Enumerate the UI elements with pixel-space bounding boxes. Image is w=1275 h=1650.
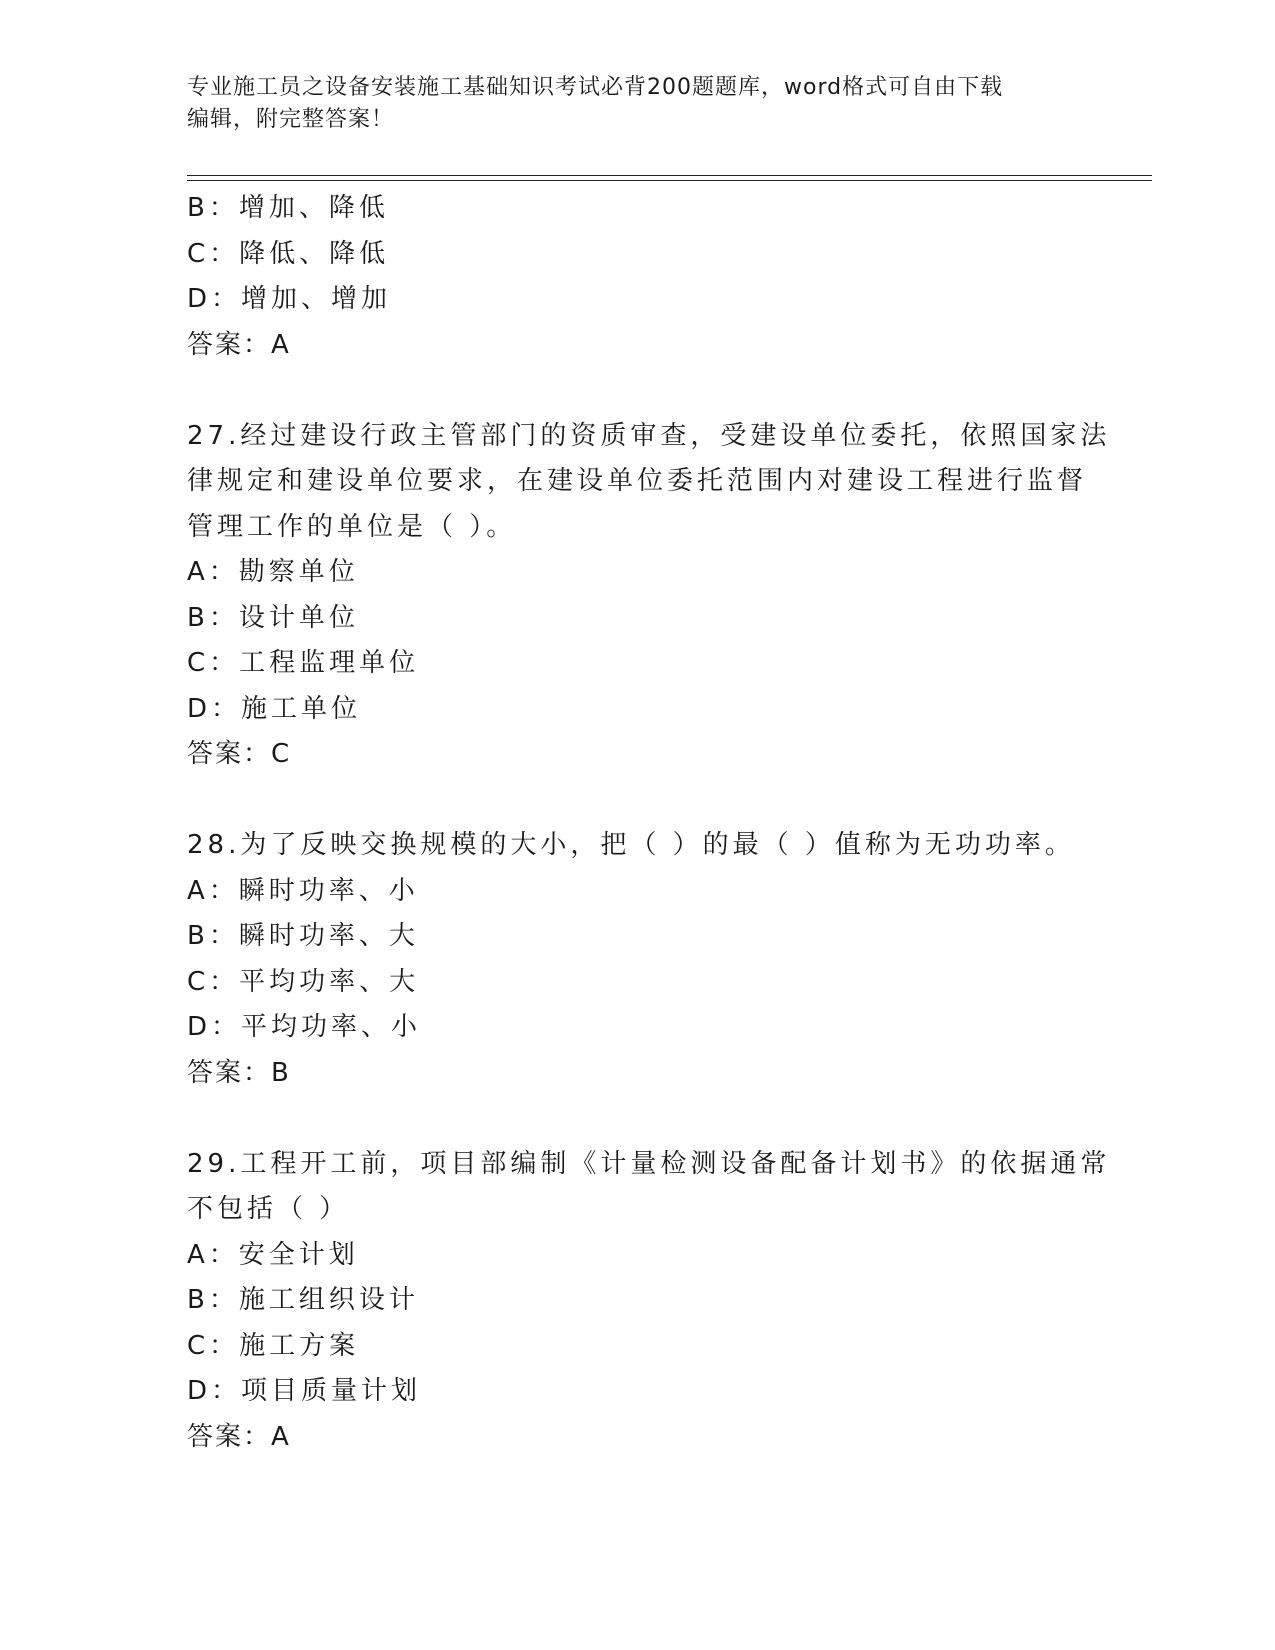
option-a: A：勘察单位 xyxy=(187,557,359,587)
question-text-line: 律规定和建设单位要求，在建设单位委托范围内对建设工程进行监督 xyxy=(187,466,1088,496)
question-text-line: 不包括（ ） xyxy=(187,1194,350,1224)
spacer xyxy=(187,778,1087,824)
option-a: A：瞬时功率、小 xyxy=(187,875,419,906)
option-d: D：平均功率、小 xyxy=(187,1012,422,1042)
option-b: B：增加、降低 xyxy=(187,193,389,223)
option-d: D：项目质量计划 xyxy=(187,1376,422,1406)
option-b: B：设计单位 xyxy=(187,602,359,633)
question-text-line: 27.经过建设行政主管部门的资质审查，受建设单位委托，依照国家法 xyxy=(187,420,1111,451)
question-28 xyxy=(187,823,1087,1096)
answer: 答案：B xyxy=(187,1057,291,1088)
header-rule-bottom xyxy=(187,180,1152,181)
answer: 答案：C xyxy=(187,739,292,769)
option-c: C：施工方案 xyxy=(187,1330,360,1361)
question-list xyxy=(187,186,1111,1460)
answer: 答案：A xyxy=(187,329,291,360)
question-text-line: 管理工作的单位是（ ）。 xyxy=(187,511,517,542)
option-b: B：瞬时功率、大 xyxy=(187,921,419,951)
option-c: C：降低、降低 xyxy=(187,238,390,269)
question-27 xyxy=(187,414,1111,778)
spacer xyxy=(187,368,1087,414)
question-text-line: 28.为了反映交换规模的大小，把（ ）的最（ ）值称为无功功率。 xyxy=(187,830,1075,860)
option-d: D：增加、增加 xyxy=(187,284,392,314)
question-text-line: 29.工程开工前，项目部编制《计量检测设备配备计划书》的依据通常 xyxy=(187,1148,1111,1179)
document-header xyxy=(187,72,1067,136)
option-d: D：施工单位 xyxy=(187,693,362,724)
question-29 xyxy=(187,1142,1111,1461)
header-rule-top xyxy=(187,175,1152,176)
option-b: B：施工组织设计 xyxy=(187,1285,419,1315)
spacer xyxy=(187,1096,1087,1142)
option-c: C：平均功率、大 xyxy=(187,966,420,997)
answer: 答案：A xyxy=(187,1421,291,1452)
option-a: A：安全计划 xyxy=(187,1239,359,1270)
option-c: C：工程监理单位 xyxy=(187,648,420,678)
header-line-2: 编辑，附完整答案！ xyxy=(187,107,395,132)
header-line-1: 专业施工员之设备安装施工基础知识考试必背200题题库，word格式可自由下载 xyxy=(187,75,1004,100)
